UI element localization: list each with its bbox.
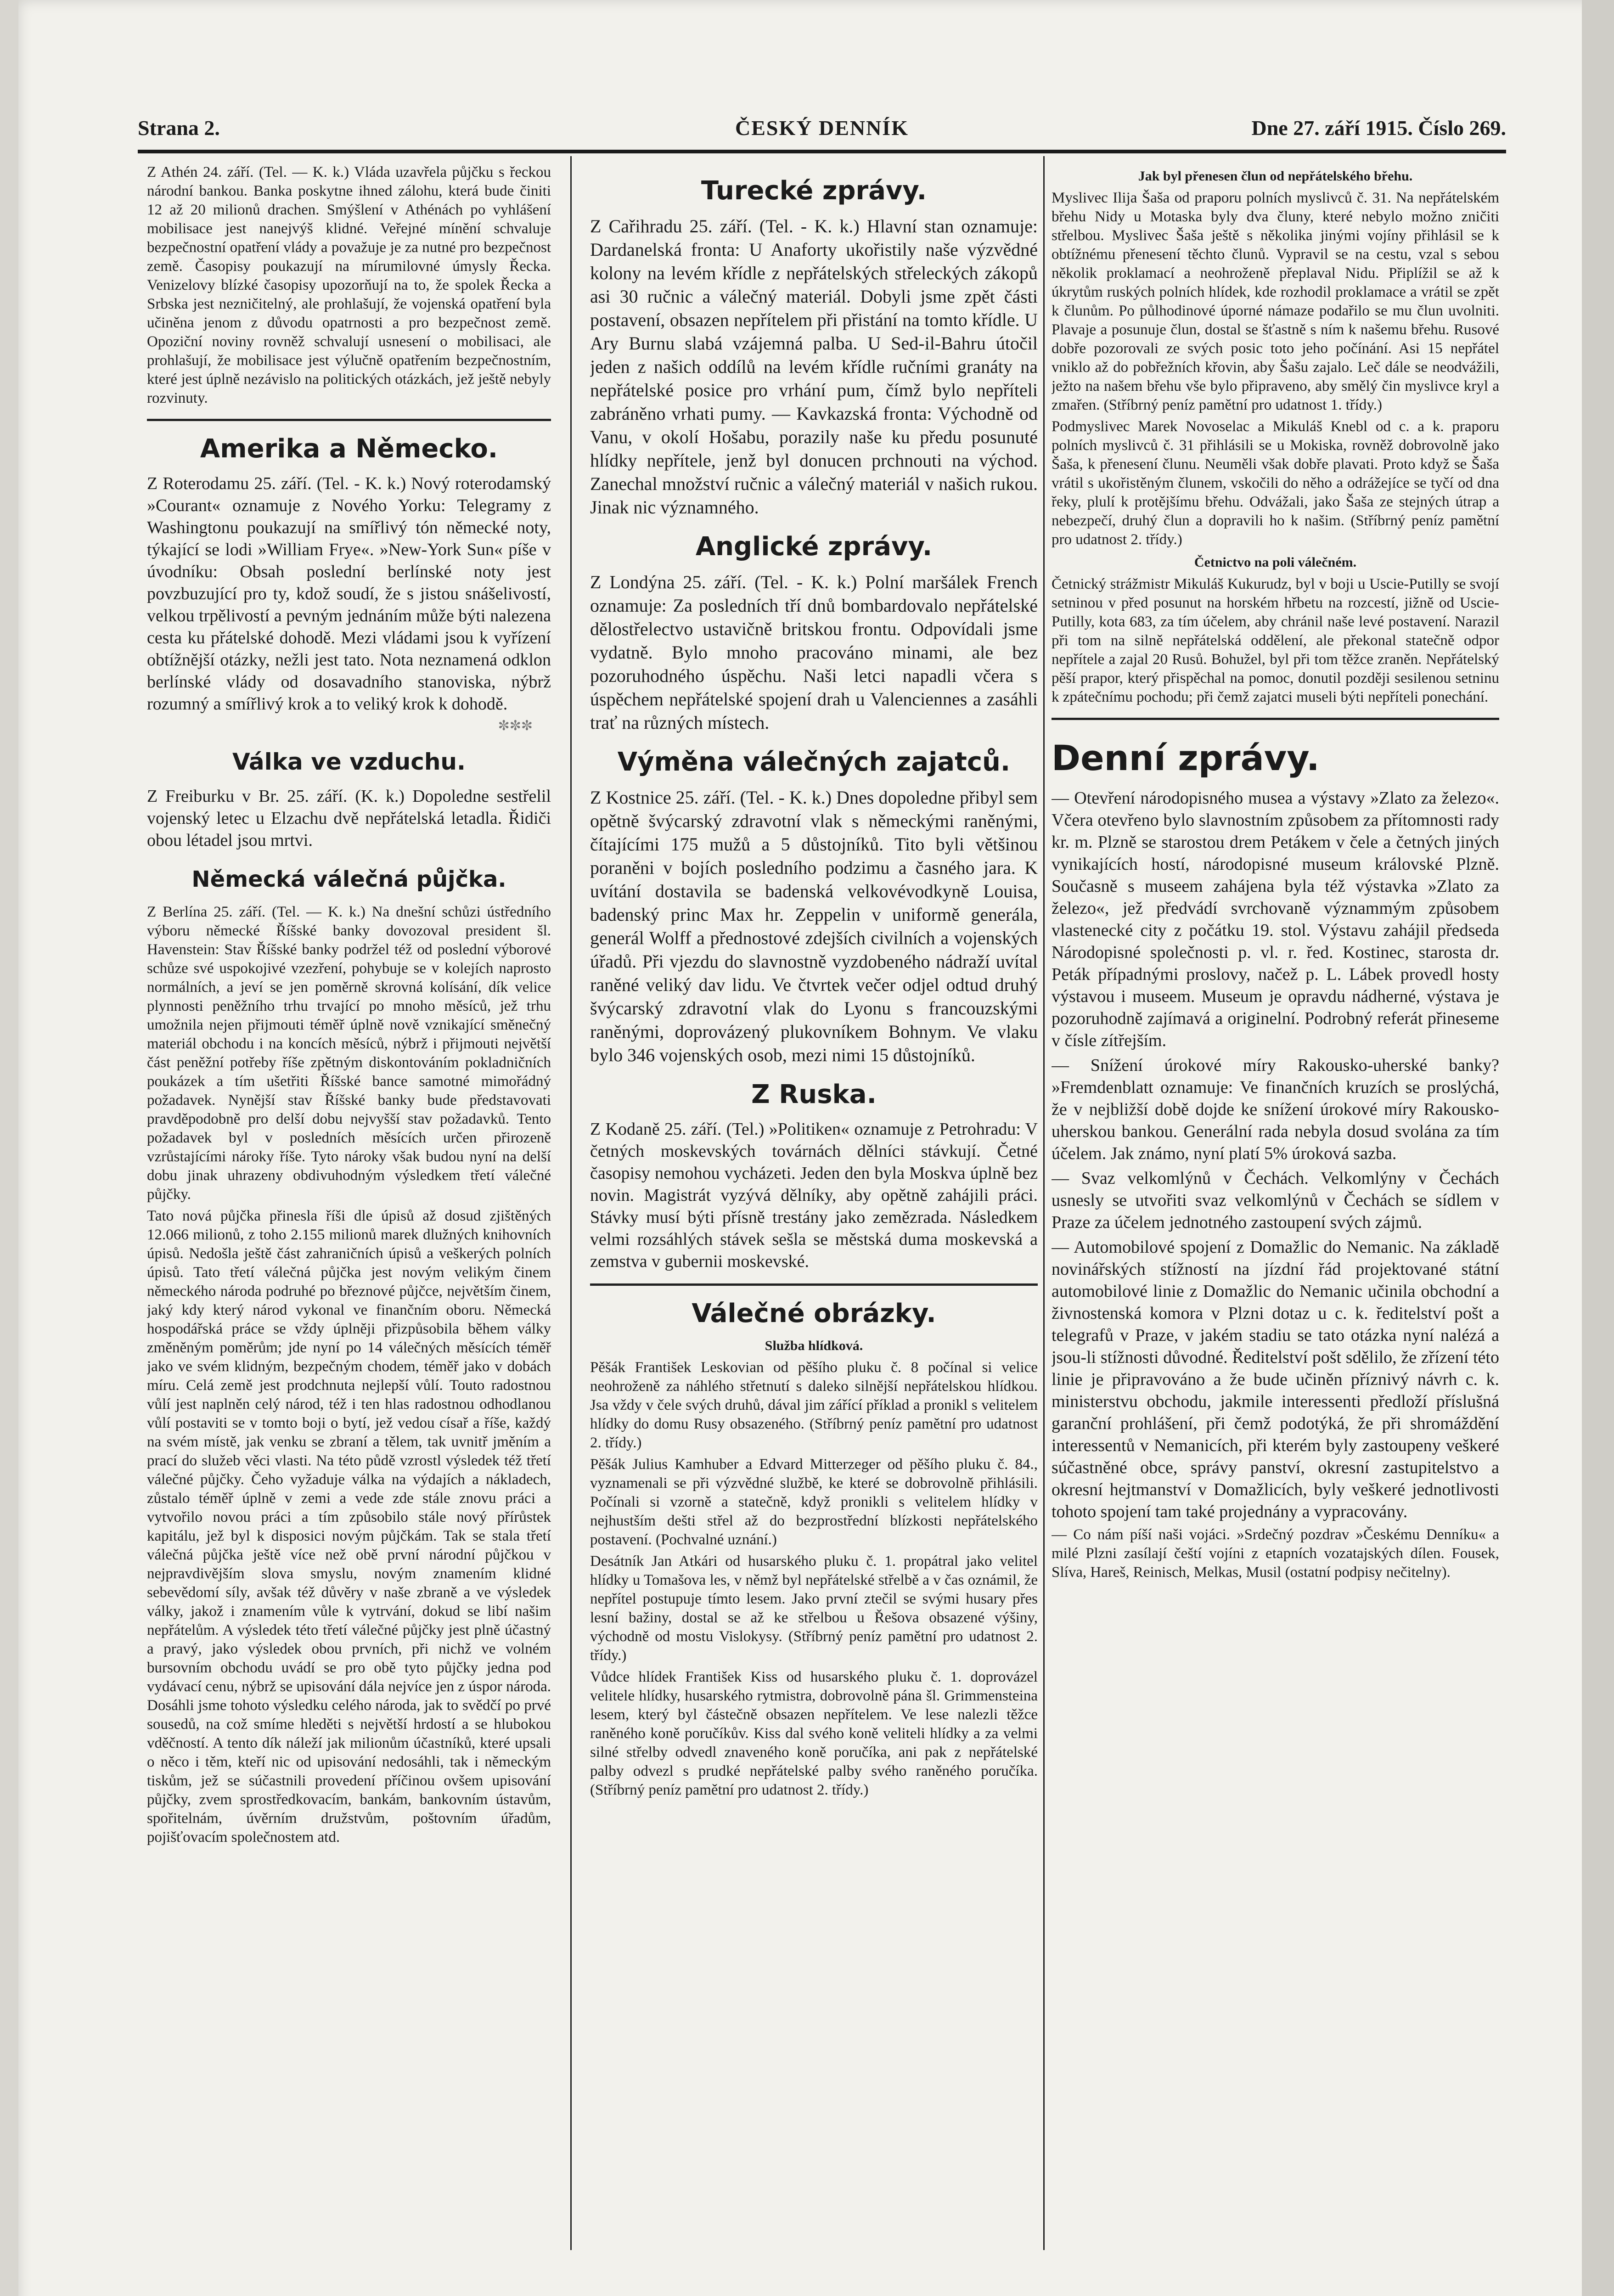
heading-amerika: Amerika a Německo.: [200, 434, 498, 464]
heading-valka: Válka ve vzduchu.: [232, 748, 466, 775]
article-vymena: Z Kostnice 25. září. (Tel. - K. k.) Dnes dopoledne přibyl sem opětně švýcarský zdravotní vlak s německými raněnými, čítajícími 175 mužů a 5 důstojníků. Tito byli většinou poraněni v bojích posledního podzimu a časného jara. K uvítání dostavila se badenská velkovévodkyně Louisa, badenský princ Max hr. Zeppelin v uniformě generála, generál Wolff a přednostové zdejších civilních a vojenských úřadů. Při vjezdu do slavnostně vyzdobeného nádraží uvítal raněné veliký dav lidu. Ve čtvrtek večer odjel odtud druhý švýcarský zdravotní vlak do Lyonu s francouzskými raněnými, doprovázený plukovníkem Bohnym. Ve vlaku bylo 346 vojenských osob, mezi nimi 15 důstojníků.: [590, 787, 1038, 1065]
section-rule: [1052, 718, 1499, 720]
article-athens: Z Athén 24. září. (Tel. — K. k.) Vláda uzavřela půjčku s řeckou národní bankou. Banka poskytne ihned zálohu, která bude činiti 12 až 20 milionů drachen. Smýšlení v Athénách po vyhlášení mobilisace jest nanejvýš klidné. Veřejné mínění schvaluje bezpečnostní opatření vlády a považuje je za nutné pro bezpečnost země. Časopisy poukazují na mírumilovné úmysly Řecka. Venizelovy blízké časopisy upozorňují na to, že spolek Řecka a Srbska jest nezničitelný, ale prohlašují, že vojenská opatření byla učiněna jenom z důvodu opatrnosti a pro bezpečnost země. Opoziční noviny rovněž schvalují usnesení o mobilisaci, ale prohlašují, že mobilisace jest výlučně opatřením bezpečnostním, které jest úplně nezávislo na politických otázkách, jež ještě nebyly rozvinuty.: [147, 164, 551, 406]
article-sluzba-4: Vůdce hlídek František Kiss od husarského pluku č. 1. doprovázel velitele hlídky, husarského rytmistra, dobrovolně pána šl. Grimmensteina lesem, který byl částečně obsazen nepřítelem. Ve lese nalezli těžce raněného koně poručíkův. Kiss dal svého koně veliteli hlídky a za velmi silné střelby odvedl znaveného koně poručíka, ani pak z nepřátelské palby odvezl s prudké nepřátelské palby svého raněného poručíka. (Stříbrný peníz pamětní pro udatnost 2. třídy.): [590, 1669, 1038, 1798]
article-pani: — Co nám píší naši vojáci. »Srdečný pozdrav »Českému Denníku« a milé Plzni zasílají čeští vojíni z etapních vozatajských dílen. Fousek, Slíva, Hareš, Reinisch, Melkas, Musil (ostatní podpisy nečitelny).: [1052, 1526, 1499, 1581]
article-museum: — Otevření národopisného musea a výstavy »Zlato za železo«. Včera otevřeno bylo slavnostním způsobem za přítomnosti rady kr. m. Plzně se starostou drem Petákem v čele a četných jiných vynikajících hostí, národopisné museum královské Plzně. Současně s museem zahájena byla též výstavka »Zlato za železo«, jež předvádí svrchovaně význammým způsobem vlastenecké city z počátku 19. stol. Výstavu zahájil předseda Národopisné společnosti p. vl. r. řed. Kostinec, starosta dr. Peták případnými proslovy, načež p. L. Lábek provedl hosty výstavou i museem. Museum je opravdu nádherné, výstava je pozoruhodně zajímavá a originelní. Podrobný referát přineseme v čísle zítřejším.: [1052, 788, 1499, 1050]
newspaper-title: ČESKÝ DENNÍK: [735, 116, 909, 140]
article-ruska: Z Kodaně 25. září. (Tel.) »Politiken« oznamuje z Petrohradu: V četných moskevských továrnách dělníci stávkují. Četné časopisy nemohou vycházeti. Jeden den byla Moskva úplně bez novin. Magistrát vyzývá dělníky, aby opětně zahájili práci. Stávky musí býti přísně trestány jako zemězrada. Následkem velmi rozsáhlých stávek sešla se městská duma moskevská a zemstva v gubernii moskevské.: [590, 1120, 1038, 1271]
heading-anglicke: Anglické zprávy.: [695, 532, 933, 562]
article-automobil: — Automobilové spojení z Domažlic do Nemanic. Na základě novinářských stížností na jízdní řád projektované státní automobilové linie z Domažlic do Nemanic učinila obchodní a živnostenská komora v Plzni dotaz u c. k. ředitelství pošt a telegrafů v Praze, v jakém stadiu se tato otázka nyní nalézá a jsou-li stížnosti důvodné. Ředitelství pošt sdělilo, že zřízení této linie je připravováno a že bude učiněn příznivý návrh c. k. ministerstvu obchodu, jakmile interessenti předloží příslušná garanční prohlášení, při čemž podotýká, že při shromáždění interessentů v Nemanicích, při kterém byly zastoupeny veškeré súčastněné obce, správy panství, okresní zastupitelstvo a okresní hejtmanství v Domažlicích, byly veškeré jednotlivosti tohoto spojení tam také projednány a vypracovány.: [1052, 1238, 1499, 1521]
page-number: Strana 2.: [138, 116, 220, 140]
heading-preneseni: Jak byl přenesen člun od nepřátelského břehu.: [1138, 169, 1413, 184]
page-header: [138, 116, 1506, 149]
article-preneseni-1: Myslivec Ilija Šaša od praporu polních myslivců č. 31. Na nepřátelském břehu Nidy u Motaska byly dva čluny, které nebylo možno zničiti střelbou. Myslivec Šaša ještě s několika jinými vojíny přihlásil se k obtížnému přenesení těchto člunů. Vypravil se na cestu, vzal s sebou několik proklamací a neohroženě přeplaval Nidu. Připlížil se až k úkrytům ruských polních hlídek, kde rozhodil proklamace a vrátil se zpět k člunům. Po půlhodinové úporné námaze podařilo se mu člun uvolniti. Plavaje a posunuje člun, dostal se šťastně s ním k našemu břehu. Rusové dobře pozorovali ze svých posic toto jeho počínání. Asi 15 nepřátel vniklo až do pobřežních křovin, aby Šašu zajalo. Leč dále se neodvážili, ježto na našem břehu vše bylo připraveno, aby smělý čin myslivce kryl a zmařen. (Stříbrný peníz pamětní pro udatnost 1. třídy.): [1052, 190, 1499, 413]
column-2: [590, 163, 1038, 2262]
section-rule: [147, 419, 551, 421]
column-divider-1: [570, 156, 572, 2250]
section-rule: [590, 1283, 1038, 1286]
article-sluzba-3: Desátník Jan Atkári od husarského pluku č. 1. propátral jako velitel hlídky u Tomašova les, v němž byl nepřátelské střelbě a v čas oznámil, že nepřítel postupuje tímto lesem. Jako první ztečil se svými husary přes lesní bažiny, dostal se až ke střelbou u Řešova obsazené výšiny, východně od mostu Vislokysy. (Stříbrný peníz pamětní pro udatnost 2. třídy.): [590, 1553, 1038, 1664]
heading-vymena: Výměna válečných zajatců.: [617, 747, 1011, 777]
heading-pujcka: Německá válečná půjčka.: [191, 867, 506, 892]
article-preneseni-2: Podmyslivec Marek Novoselac a Mikuláš Knebl od c. a k. praporu polních myslivců č. 31 přihlásili se u Mokiska, rovněž dobrovolně jako Šaša, k přenesení člunu. Neuměli však dobře plavati. Proto když se Šaša vrátil s ukořistěným člunem, vskočili do něho a odrážejíce se tyčí od dna řeky, plulí k protějšímu břehu. Odvážali, jako Šaša ze stejných útrap a nebezpečí, druhý člun a dopravili ho k našim. (Stříbrný peníz pamětní pro udatnost 2. třídy.): [1052, 418, 1499, 548]
heading-obrazky: Válečné obrázky.: [692, 1299, 936, 1328]
heading-turecke: Turecké zprávy.: [701, 176, 927, 206]
ornament: ✼✼✼: [498, 718, 533, 733]
article-sluzba-1: Pěšák František Leskovian od pěšího pluku č. 8 počínal si velice neohroženě za náhlého střetnutí s daleko silnější nepřátelskou hlídkou. Jsa vždy v čele svých druhů, dával jim zářící příklad a pronikl s velitelem hlídky do domu Rusy obsazeného. (Stříbrný peníz pamětní pro udatnost 2. třídy.): [590, 1359, 1038, 1451]
article-pujcka-1: Z Berlína 25. září. (Tel. — K. k.) Na dnešní schůzi ústředního výboru německé Říšské banky dovozoval president šl. Havenstein: Stav Říšské banky podržel též od poslední výborové schůze své uspokojivé vzezření, pohybuje se v kolejích naprosto normálních, a jeví se jen poměrně skrovná kolísání, dík velice plynnosti peněžního trhu trvající po mnoho měsíců, jež trhu umožnila nejen přijmouti téměř úplně nově vznikající směnečný materiál obchodu i na koncích měsíců, nýbrž i přijmouti největší část peněžní potřeby říše zpětným diskontováním pokladničních poukázek a tím ušetřiti Říšské bance samotné mimořádný požadavek. Nynější stav Říšské banky bude představovati pravděpodobně pro delší dobu nejvyšší stav požadavků. Tento požadavek byl v posledních měsících určen přirozeně vzrůstajícími nároky říše. Tyto nároky však budou nyní na delší dobu jinak uhrazeny obdivuhodným výsledkem třetí válečné půjčky.: [147, 904, 551, 1203]
article-valka: Z Freiburku v Br. 25. září. (K. k.) Dopoledne sestřelil vojenský letec u Elzachu dvě nepřátelská letadla. Řidiči obou létadel jsou mrtvi.: [147, 787, 551, 850]
article-sluzba-2: Pěšák Julius Kamhuber a Edvard Mitterzeger od pěšího pluku č. 84., vyznamenali se při výzvědné službě, ke které se dobrovolně přihlásili. Počínali si vzorně a statečně, když pronikli s velitelem hlídky v nejhustším dešti střel až do bezprostřední blízkosti nepřátelského postavení. (Pochvalné uznání.): [590, 1456, 1038, 1548]
heading-ruska: Z Ruska.: [751, 1080, 877, 1109]
article-anglicke: Z Londýna 25. září. (Tel. - K. k.) Polní maršálek French oznamuje: Za posledních tří dnů bombardovalo nepřátelské dělostřelectvo ustavičně britskou frontu. Odpovídali jsme vydatně. Bylo mnoho pracováno minami, ale bez pozoruhodného úspěchu. Naši letci napadli včera s úspěchem nepřátelské spojení drah u Valenciennes a zasáhli trať na různých místech.: [590, 572, 1038, 733]
column-1: [147, 163, 551, 2262]
heading-sluzba: Služba hlídková.: [765, 1338, 863, 1353]
heading-denni-zpravy: Denní zprávy.: [1052, 737, 1320, 778]
heading-cetnictvo: Četnictvo na poli válečném.: [1194, 555, 1357, 570]
article-svaz: — Svaz velkomlýnů v Čechách. Velkomlýny v Čechách usnesly se utvořiti svaz velkomlýnů v Čechách se sídlem v Praze za účelem jednotného zastoupení svých zájmů.: [1052, 1169, 1499, 1232]
scan-edge: [1582, 0, 1614, 2296]
article-cetnictvo: Četnický strážmistr Mikuláš Kukurudz, byl v boji u Uscie-Putilly se svojí setninou v před posunut na horském hřbetu na rozcestí, jižně od Uscie-Putilly, kota 683, za tím účelem, aby chránil naše levé postavení. Narazil při tom na silně nepřátelská oddělení, ale překonal statečně odpor nepřítele a zajal 20 Rusů. Bohužel, byl při tom těžce zraněn. Nepřátelský pěší prapor, který přispěchal na pomoc, donutil později sesilenou setninu k zpátečnímu pochodu; při čemž zajatci museli býti nepříteli ponechání.: [1052, 576, 1499, 705]
column-3: [1052, 163, 1499, 2262]
column-divider-2: [1043, 156, 1045, 2250]
header-rule: [138, 150, 1506, 153]
article-turecke: Z Cařihradu 25. září. (Tel. - K. k.) Hlavní stan oznamuje: Dardanelská fronta: U Anaforty ukořistily naše výzvědné kolony na levém křídle z nepřátelských střeleckých zákopů asi 30 ručnic a válečný materiál. Dobyli jsme zpět části postavení, obsazen nepřítelem při přistání na tomto křídle. U Ary Burnu slabá vzájemná palba. U Sed-il-Bahru útočil jeden z našich oddílů na levém křídle ručními granáty na nepřátelské posice pro vrhání pum, čímž bylo nepříteli zabráněno vrhati pumy. — Kavkazská fronta: Východně od Vanu, v okolí Hošabu, porazily naše ku předu posunuté hlídky nepřítele, jenž byl donucen prchnouti na východ. Zanechal množství ručnic a válečný materiál v našich rukou. Jinak nic významného.: [590, 216, 1038, 518]
article-pujcka-2: Tato nová půjčka přinesla říši dle úpisů až dosud zjištěných 12.066 milionů, z toho 2.155 milionů marek dlužných knihovních úpisů. Nedošla ještě část zahraničních úpisů a veškerých polních úpisů. Tato třetí válečná půjčka jest novým velikým činem německého národa podruhé po březnové půjčce, největším činem, jaký kdy který národ vykonal ve finančním oboru. Německá hospodářská práce se vždy úplněji přizpůsobila během války změněným poměrům; jde nyní po 14 válečných měsících téměř jako ve svém klidným, bezpečným chodem, téměř jako v dobách míru. Celá země jest prodchnuta nejlepší vůlí. Touto radostnou vůlí jest naplněn celý národ, též i ten hlas radostnou odhodlanou vůlí postaviti se v tomto boji o bytí, jež vedou císař a říše, každý na svém místě, jak venku se zbraní a tělem, tak uvnitř jměním a prací do služeb věci vlasti. Na této půdě vzrostl výsledek též třetí válečné půjčky. Čeho vyžaduje válka na výdajích a nákladech, zůstalo téměř úplně v zemi a vede zde stále znovu práci a vytvořilo novou práci a tím způsobilo stále nový přírůstek kapitálu, jež byl k disposici novým půjčkám. Tak se stala třetí válečná půjčka ještě více než obě první národní půjčkou v nejpravdivějším slova smyslu, novým znamením klidné sebevědomí síly, avšak též důvěry v naše zbraně a ve výsledek války, jakož i znamením vůle k vytrvání, dokud se libí našim nepřátelům. A výsledek této třetí válečné půjčky jest plně účastný a pravý, jako výsledek obou prvních, při nichž ve volném bursovním obchodu uvádí se pro obě tyto půjčky jedna pod vydávací cenu, nýbrž se upisování dála nejvíce jen z úspor národa. Dosáhli jsme tohoto výsledku celého národa, jak to svědčí po prvé sousedů, na což smíme hleděti s největší hrdostí a se hlubokou vděčností. A tento dík náleží jak milionům účastníků, které upsali o něco i těm, kteří nic od upisování nedosáhli, tak i německým tiskům, jež se súčastnili provedení příčinou ovšem upisování půjčky, zvem sprostředkovacím, bankám, bankovním ústavům, spořitelnám, úvěrním družstvům, poštovním úřadům, pojišťovacím společnostem atd.: [147, 1208, 551, 1846]
article-amerika: Z Roterodamu 25. září. (Tel. - K. k.) Nový roterodamský »Courant« oznamuje z Nového Yorku: Telegramy z Washingtonu poukazují na smířlivý tón německé noty, týkající se lodi »William Frye«. »New-York Sun« píše v úvodníku: Obsah poslední berlínské noty jest povzbuzující pro ty, kdož soudí, že s jistou snášelivostí, velkou trpělivostí a pevným jednáním může býti nalezena cesta ku přátelské dohodě. Mezi vládami jsou k vyřízení obtížnější otázky, nežli jest tato. Nota neznamená odklon berlínské vlády od dosavadního stanoviska, nýbrž rozumný a smířlivý krok a to veliký krok k dohodě.: [147, 474, 551, 714]
article-urokove: — Snížení úrokové míry Rakousko-uherské banky? »Fremdenblatt oznamuje: Ve finančních kruzích se proslýchá, že v nejbližší době dojde ke snížení úrokové míry Rakousko-uherskou bankou. Generální rada nebyla dosud svolána za tím účelem. Jak známo, nyní platí 5% úroková sazba.: [1052, 1056, 1499, 1163]
issue-date: Dne 27. září 1915. Číslo 269.: [1251, 116, 1506, 140]
